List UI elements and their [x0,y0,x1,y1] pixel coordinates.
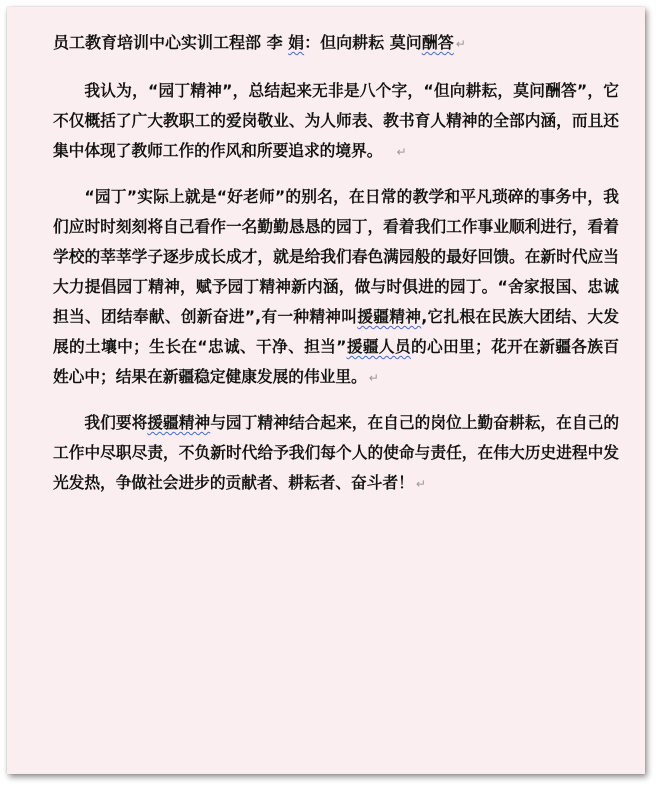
paragraph-2-text: 的心田里；花开在新疆各族百姓心中；结果在新疆稳定健康发展的伟业里。 [53,337,620,386]
paragraph-3-text: 与园丁精神结合起来，在自己的岗位上勤奋耕耘，在自己的工作中尽职尽责，不负新时代给予我们每个人的使命与责任，在伟大历史进程中发光发热，争做社会进步的贡献者、耕耘者、奋斗者！ [53,413,620,492]
title-text: 员工教育培训中心实训工程部 李 [53,33,289,52]
marked-phrase: 援疆精神 [147,413,211,432]
paragraph-mark-icon: ↵ [396,145,407,159]
paragraph-mark-icon: ↵ [455,37,466,51]
marked-phrase: 援疆人员 [346,337,411,356]
title-text-mid: ：但向耕耘 莫问 [304,33,422,52]
paragraph-3-text: 我们要将 [84,413,148,432]
article-title [53,29,619,58]
document-page [7,7,645,774]
paragraph-2 [53,182,619,393]
title-marked-word: 酬答 [421,33,454,52]
paragraph-mark-icon: ↵ [368,371,379,385]
marked-phrase: 援疆精神 [357,307,422,326]
paragraph-2-text: “园丁”实际上就是“好老师”的别名，在日常的教学和平凡琐碎的事务中，我们应时时刻刻将自己看作一名勤勤恳恳的园丁，看着我们工作事业顺利进行，看着学校的莘莘学子逐步成长成才，就是给我们春色满园般的最好回馈。在新时代应当大力提倡园丁精神，赋予园丁精神新内涵，做与时俱进的园丁。“舍家报国、忠诚担当、团结奉献、创新奋进”,有一种精神叫 [53,187,619,326]
paragraph-3 [53,408,619,499]
paragraph-1-text: 我认为，“园丁精神”，总结起来无非是八个字，“但向耕耘，莫问酬答”，它不仅概括了广大教职工的爱岗敬业、为人师表、教书育人精神的全部内涵，而且还集中体现了教师工作的作风和所要追求的境界。 [53,81,619,160]
paragraph-1 [53,76,619,167]
document-body [53,29,619,514]
paragraph-mark-icon: ↵ [415,477,426,491]
title-name-char: 娟 [288,33,305,52]
paragraph-2-text: ,它扎根在民族大团结、大发展的土壤中；生长在“忠诚、干净、担当” [53,307,619,356]
